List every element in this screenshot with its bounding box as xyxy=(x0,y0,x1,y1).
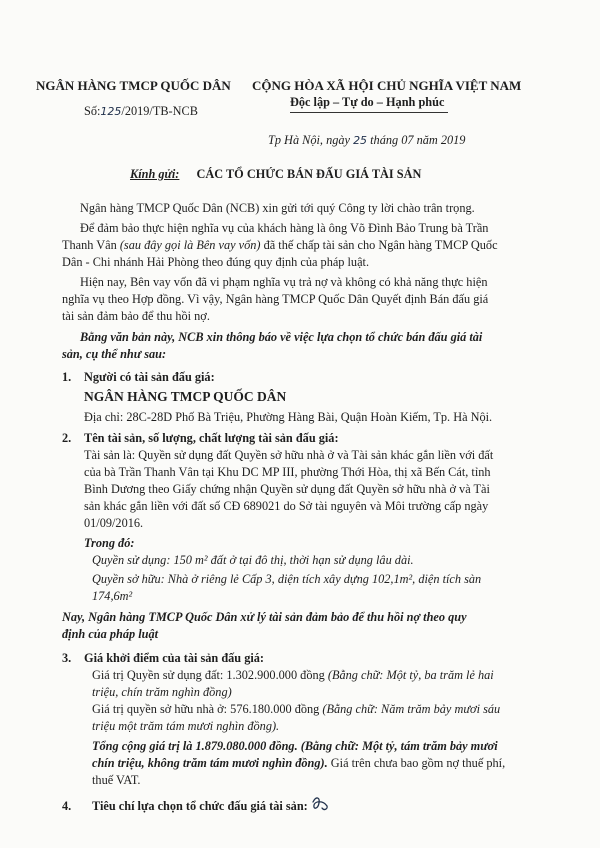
paragraph-greeting: Ngân hàng TMCP Quốc Dân (NCB) xin gửi tới quý Công ty lời chào trân trọng. xyxy=(80,201,475,215)
section-2-title: Tên tài sản, số lượng, chất lượng tài sản đấu giá: xyxy=(84,431,339,445)
date-prefix: Tp Hà Nội, ngày xyxy=(268,133,354,147)
number-prefix: Số: xyxy=(84,104,101,118)
processing-note-line-2: định của pháp luật xyxy=(62,627,159,641)
asset-line-2: của bà Trần Thanh Vân tại Khu DC MP III, phường Thới Hòa, thị xã Bến Cát, tỉnh xyxy=(84,465,491,479)
paragraph-3-line-3: tài sản đảm bảo để thu hồi nợ. xyxy=(62,309,210,323)
recipient-name: CÁC TỔ CHỨC BÁN ĐẤU GIÁ TÀI SẢN xyxy=(196,167,422,181)
owner-address: Địa chỉ: 28C-28D Phố Bà Triệu, Phường Hàng Bài, Quận Hoàn Kiếm, Tp. Hà Nội. xyxy=(84,410,493,424)
recipient-label: Kính gửi: xyxy=(130,167,180,181)
house-value-line-2: triệu một trăm tám mươi nghìn đồng). xyxy=(92,719,280,733)
owner-name: NGÂN HÀNG TMCP QUỐC DÂN xyxy=(84,389,287,404)
asset-line-1: Tài sản là: Quyền sử dụng đất Quyền sở hữu nhà ở và Tài sản khác gắn liền với đất xyxy=(84,448,494,462)
date-suffix: tháng 07 năm 2019 xyxy=(367,133,466,147)
handwritten-number: 125 xyxy=(100,105,122,118)
paragraph-4-line-1: Bằng văn bản này, NCB xin thông báo về việc lựa chọn tổ chức bán đấu giá tài xyxy=(80,330,483,344)
paragraph-4-line-2: sản, cụ thể như sau: xyxy=(62,347,167,361)
country-name: CỘNG HÒA XÃ HỘI CHỦ NGHĨA VIỆT NAM xyxy=(252,78,522,93)
land-value-line-2: triệu, chín trăm nghìn đồng) xyxy=(92,685,232,699)
section-4-title: Tiêu chí lựa chọn tổ chức đấu giá tài sản: xyxy=(92,799,308,813)
trong-do-label: Trong đó: xyxy=(84,536,135,550)
number-suffix: /2019/TB-NCB xyxy=(121,104,198,118)
section-3-title: Giá khởi điểm của tài sản đấu giá: xyxy=(84,651,265,665)
paragraph-2-line-1: Để đảm bảo thực hiện nghĩa vụ của khách hàng là ông Võ Đình Bảo Trung bà Trần xyxy=(80,221,489,235)
section-1-title: Người có tài sản đấu giá: xyxy=(84,370,215,384)
total-value-line-1: Tổng cộng giá trị là 1.879.080.000 đồng. (Bằng chữ: Một tỷ, tám trăm bảy mươi xyxy=(92,739,498,753)
paragraph-3-line-1: Hiện nay, Bên vay vốn đã vi phạm nghĩa vụ trả nợ và không có khả năng thực hiện xyxy=(80,275,488,289)
asset-line-3: Bình Dương theo Giấy chứng nhận Quyền sử dụng đất Quyền sở hữu nhà ở và Tài xyxy=(84,482,490,496)
paragraph-2-line-3: Dân - Chi nhánh Hải Phòng theo đúng quy định của pháp luật. xyxy=(62,255,370,269)
recipient-line xyxy=(130,167,421,182)
asset-line-5: 01/09/2016. xyxy=(84,516,144,530)
document-number xyxy=(84,104,198,119)
total-value-line-2: chín triệu, không trăm tám mươi nghìn đồng). Giá trên chưa bao gồm nợ thuế phí, xyxy=(92,756,506,770)
ownership-detail-line-2: 174,6m² xyxy=(92,589,133,603)
total-value-line-3: thuế VAT. xyxy=(92,773,141,787)
paragraph-2-line-2: Thanh Vân (sau đây gọi là Bên vay vốn) đã thế chấp tài sản cho Ngân hàng TMCP Quốc xyxy=(62,238,498,252)
land-use-detail: Quyền sử dụng: 150 m² đất ở tại đô thị, thời hạn sử dụng lâu dài. xyxy=(92,553,414,567)
motto: Độc lập – Tự do – Hạnh phúc xyxy=(290,95,445,109)
paragraph-3-line-2: nghĩa vụ theo Hợp đồng. Vì vậy, Ngân hàng TMCP Quốc Dân Quyết định Bán đấu giá xyxy=(62,292,489,306)
asset-line-4: sản khác gắn liền với đất số CĐ 689021 do Sở tài nguyên và Môi trường cấp ngày xyxy=(84,499,489,513)
section-1-number: 1. xyxy=(62,370,72,384)
land-value-line-1: Giá trị Quyền sử dụng đất: 1.302.900.000 đồng (Bằng chữ: Một tỷ, ba trăm lẻ hai xyxy=(92,668,494,682)
ownership-detail-line-1: Quyền sở hữu: Nhà ở riêng lẻ Cấp 3, diện tích xây dựng 102,1m², diện tích sàn xyxy=(92,572,482,586)
handwritten-mark-icon xyxy=(310,794,332,814)
section-2-number: 2. xyxy=(62,431,72,445)
date-line xyxy=(268,133,465,148)
handwritten-day: 25 xyxy=(353,134,368,147)
section-3-number: 3. xyxy=(62,651,72,665)
section-4-number: 4. xyxy=(62,799,72,813)
house-value-line-1: Giá trị quyền sở hữu nhà ở: 576.180.000 đồng (Bằng chữ: Năm trăm bảy mươi sáu xyxy=(92,702,501,716)
motto-underline xyxy=(290,112,448,113)
processing-note-line-1: Nay, Ngân hàng TMCP Quốc Dân xử lý tài sản đảm bảo để thu hồi nợ theo quy xyxy=(62,610,467,624)
bank-name: NGÂN HÀNG TMCP QUỐC DÂN xyxy=(36,78,231,93)
